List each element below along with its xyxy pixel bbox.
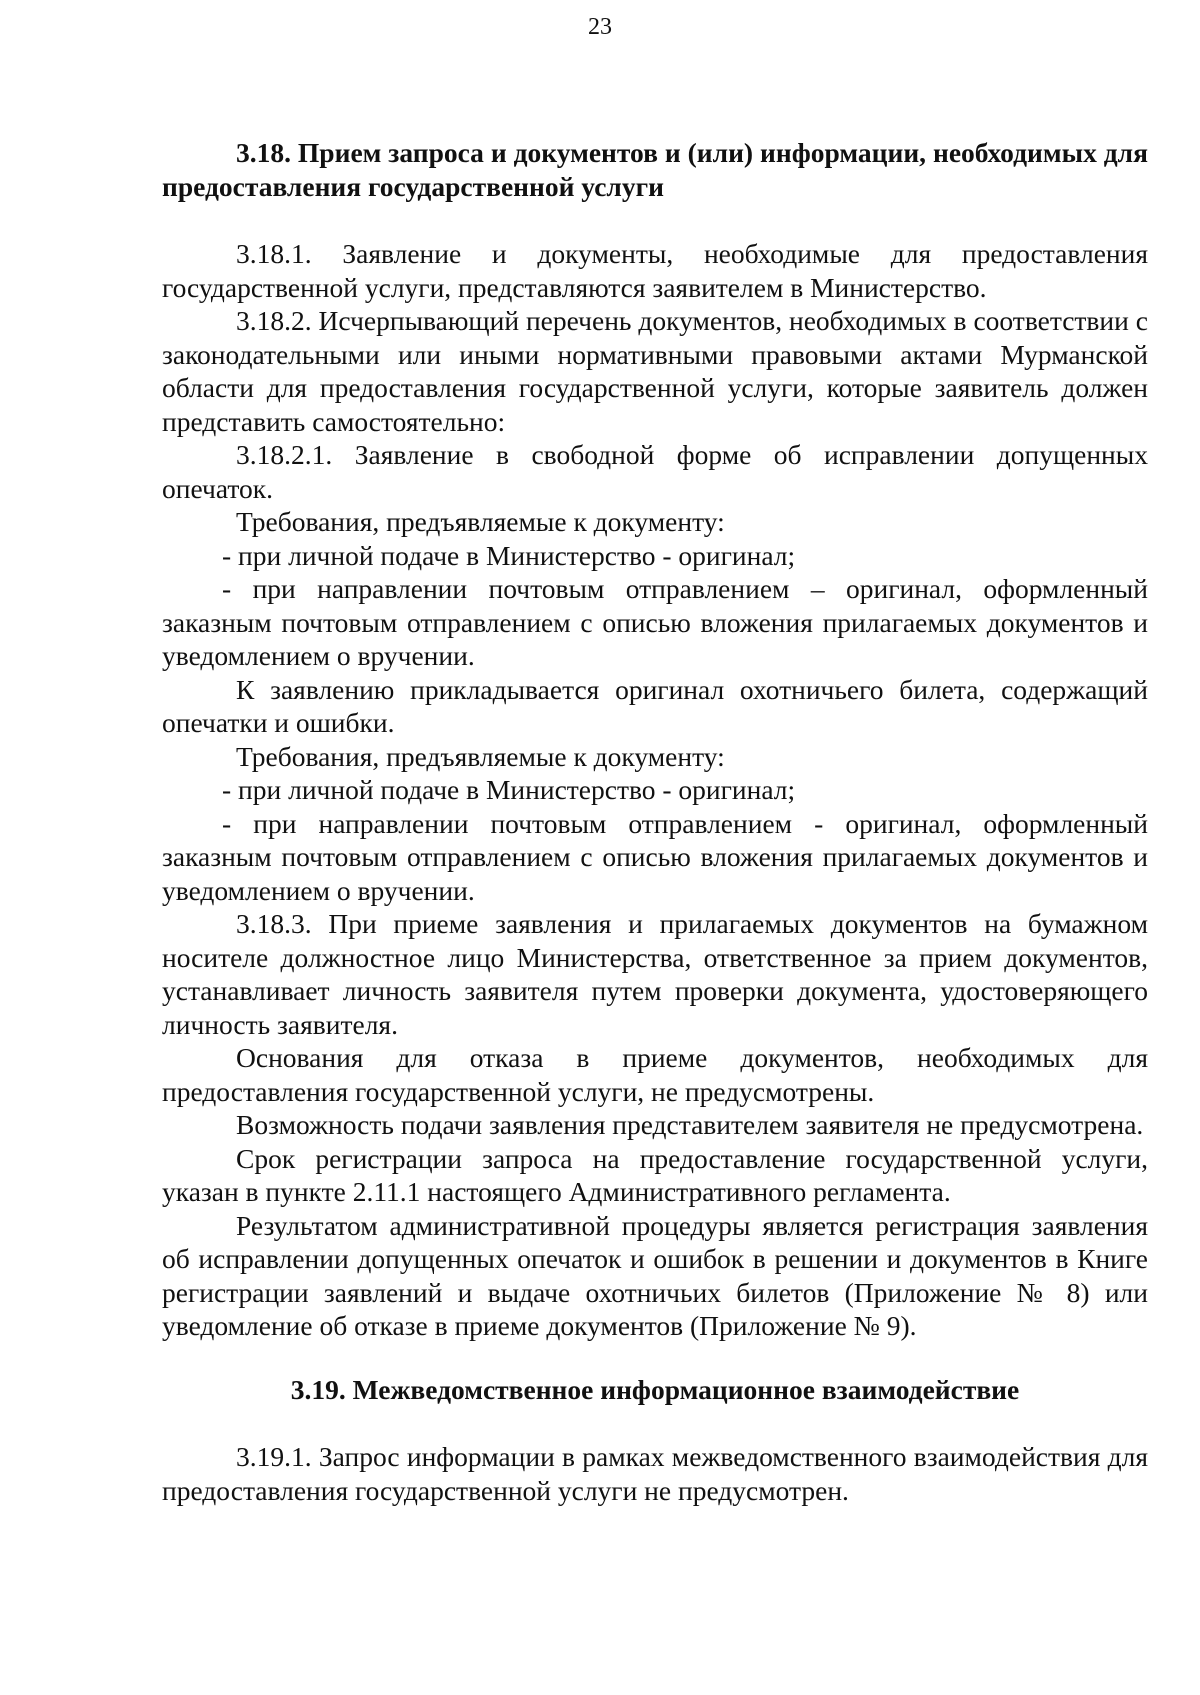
paragraph-registration-term: Срок регистрации запроса на предоставление государственной услуги, указан в пункте 2.11.1 настоящего Административного регламента. <box>162 1142 1148 1207</box>
document-body <box>162 136 1148 1507</box>
requirement-personal-2: - при личной подаче в Министерство - оригинал; <box>222 774 796 805</box>
section-3-19 <box>162 1373 1148 1508</box>
requirement-personal-1: - при личной подаче в Министерство - оригинал; <box>222 539 796 571</box>
requirements-label-2: Требования, предъявляемые к документу: <box>236 740 725 772</box>
paragraph-representative: Возможность подачи заявления представителем заявителя не предусмотрена. <box>236 1109 1144 1140</box>
paragraph-3-19-1: 3.19.1. Запрос информации в рамках межведомственного взаимодействия для предоставления государственной услуги не предусмотрен. <box>162 1441 1148 1506</box>
requirement-postal-2: - при направлении почтовым отправлением - оригинал, оформленный заказным почтовым отправлением с описью вложения прилагаемых документов и уведомлением о вручении. <box>162 807 1148 906</box>
paragraph-3-18-3: 3.18.3. При приеме заявления и прилагаемых документов на бумажном носителе должностное лицо Министерства, ответственное за прием документов, устанавливает личность заявителя путем проверки документа, удостоверяющего личность заявителя. <box>162 908 1148 1040</box>
paragraph-3-18-1: 3.18.1. Заявление и документы, необходимые для предоставления государственной услуги, представляются заявителем в Министерство. <box>162 238 1148 303</box>
page-number: 23 <box>588 14 612 40</box>
section-heading-3-18: 3.18. Прием запроса и документов и (или) информации, необходимых для предоставления государственной услуги <box>162 137 1148 202</box>
requirements-label-1: Требования, предъявляемые к документу: <box>236 506 725 537</box>
section-3-18 <box>162 136 1148 1343</box>
paragraph-attachment: К заявлению прикладывается оригинал охотничьего билета, содержащий опечатки и ошибки. <box>162 673 1148 738</box>
paragraph-result: Результатом административной процедуры является регистрация заявления об исправлении допущенных опечаток и ошибок в решении и документов в Книге регистрации заявлений и выдаче охотничьих билетов (Приложение № 8) или уведомление об отказе в приеме документов (Приложение № 9). <box>162 1209 1148 1341</box>
paragraph-3-18-2-1: 3.18.2.1. Заявление в свободной форме об исправлении допущенных опечаток. <box>162 439 1148 504</box>
paragraph-3-18-2: 3.18.2. Исчерпывающий перечень документов, необходимых в соответствии с законодательными или иными нормативными правовыми актами Мурманской области для предоставления государственной услуги, которые заявитель должен представить самостоятельно: <box>162 305 1148 437</box>
section-heading-3-19: 3.19. Межведомственное информационное взаимодействие <box>290 1373 1020 1405</box>
paragraph-refusal-grounds: Основания для отказа в приеме документов, необходимых для предоставления государственной услуги, не предусмотрены. <box>162 1042 1148 1107</box>
requirement-postal-1: - при направлении почтовым отправлением – оригинал, оформленный заказным почтовым отправлением с описью вложения прилагаемых документов и уведомлением о вручении. <box>162 573 1148 671</box>
